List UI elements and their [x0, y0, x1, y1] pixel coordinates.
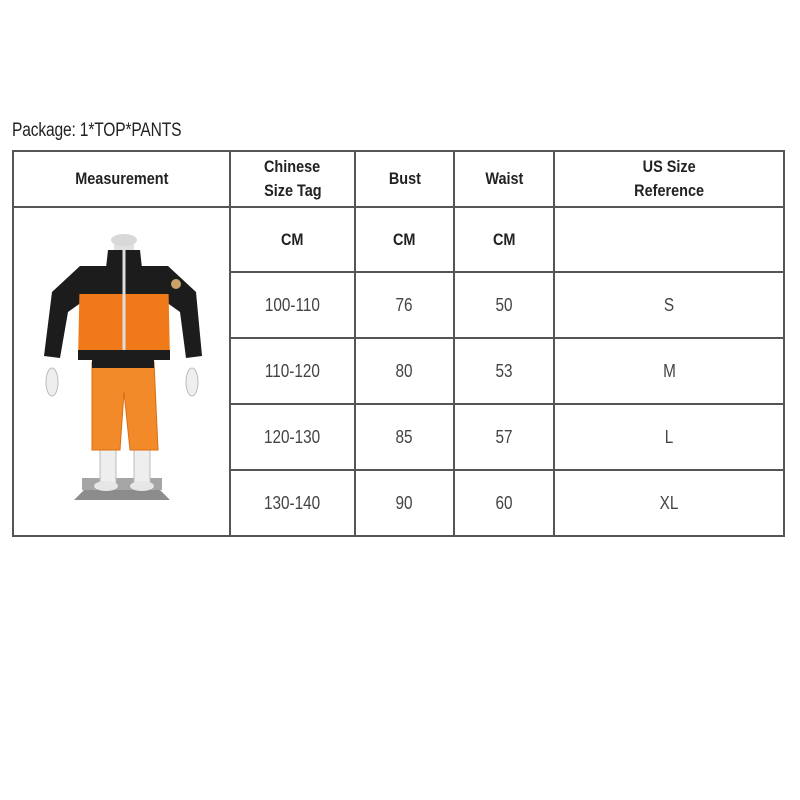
cell-bust: 90: [355, 470, 454, 536]
cell-bust: 85: [355, 404, 454, 470]
cell-size-tag: 110-120: [230, 338, 355, 404]
unit-bust: CM: [355, 207, 454, 272]
header-bust: Bust: [355, 151, 454, 207]
cell-us-size: XL: [554, 470, 784, 536]
cell-size-tag: 120-130: [230, 404, 355, 470]
package-label: Package: 1*TOP*PANTS: [12, 120, 182, 141]
header-chinese-size-tag: Chinese Size Tag: [230, 151, 355, 207]
product-image: [13, 207, 230, 536]
size-chart-table: [12, 150, 785, 537]
cell-us-size: L: [554, 404, 784, 470]
unit-chinese: CM: [230, 207, 355, 272]
costume-on-mannequin-icon: [42, 232, 202, 512]
unit-row: [13, 207, 784, 272]
cell-waist: 60: [454, 470, 554, 536]
unit-waist: CM: [454, 207, 554, 272]
header-waist: Waist: [454, 151, 554, 207]
header-measurement: Measurement: [13, 151, 230, 207]
cell-size-tag: 100-110: [230, 272, 355, 338]
header-us-size: US Size Reference: [554, 151, 784, 207]
cell-waist: 53: [454, 338, 554, 404]
cell-size-tag: 130-140: [230, 470, 355, 536]
cell-bust: 76: [355, 272, 454, 338]
unit-us: [554, 207, 784, 272]
cell-bust: 80: [355, 338, 454, 404]
cell-waist: 50: [454, 272, 554, 338]
cell-us-size: M: [554, 338, 784, 404]
cell-waist: 57: [454, 404, 554, 470]
header-row: [13, 151, 784, 207]
cell-us-size: S: [554, 272, 784, 338]
